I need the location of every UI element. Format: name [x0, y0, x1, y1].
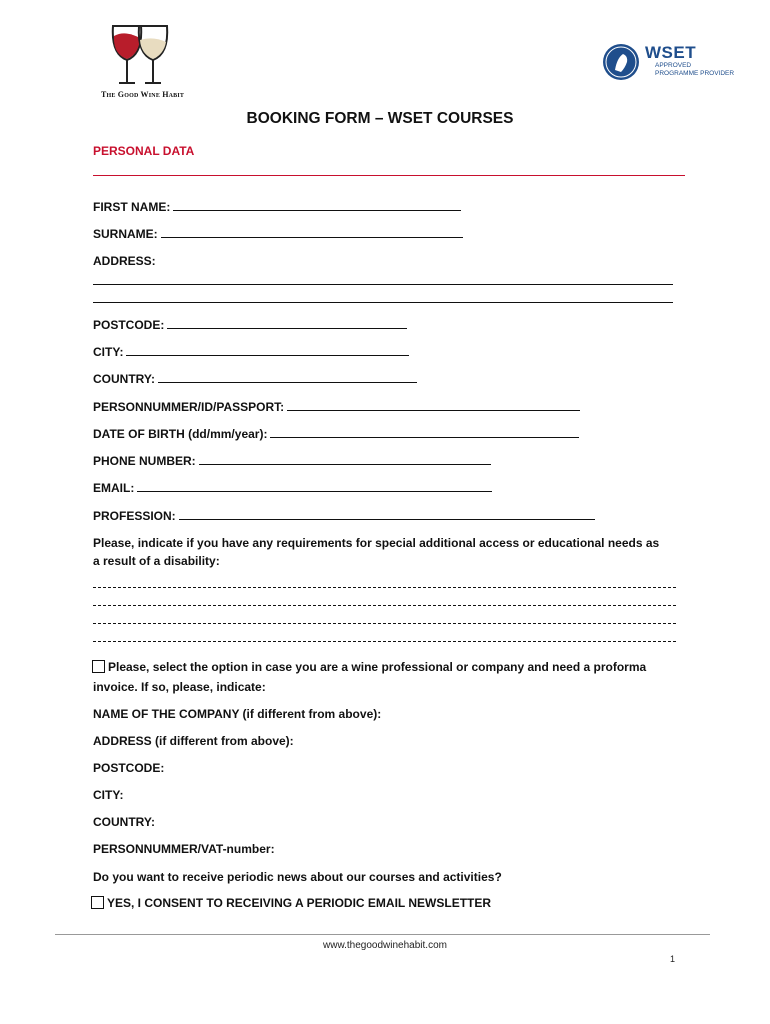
disability-text-line-2: a result of a disability:: [93, 554, 220, 568]
profession-field[interactable]: PROFESSION:: [93, 509, 595, 523]
address-line-2[interactable]: [93, 302, 673, 303]
newsletter-consent[interactable]: YES, I CONSENT TO RECEIVING A PERIODIC EMAIL NEWSLETTER: [91, 896, 491, 910]
company-checkbox[interactable]: [92, 660, 105, 673]
disability-answer-line-2[interactable]: [93, 605, 676, 606]
wine-glasses-icon: [95, 20, 195, 90]
wset-subtitle-2: PROGRAMME PROVIDER: [655, 70, 735, 77]
surname-field[interactable]: SURNAME:: [93, 227, 463, 241]
id-passport-field[interactable]: PERSONNUMMER/ID/PASSPORT:: [93, 400, 580, 414]
disability-text-line-1: Please, indicate if you have any requirements for special additional access or educational needs as: [93, 536, 660, 550]
country-field[interactable]: COUNTRY:: [93, 372, 417, 386]
wset-subtitle-1: APPROVED: [655, 62, 692, 69]
disability-answer-line-3[interactable]: [93, 623, 676, 624]
postcode-field[interactable]: POSTCODE:: [93, 318, 407, 332]
city-field[interactable]: CITY:: [93, 345, 409, 359]
page-title: BOOKING FORM – WSET COURSES: [246, 110, 514, 127]
wset-title: WSET: [645, 43, 697, 62]
address-line-1[interactable]: [93, 284, 673, 285]
footer-divider: [55, 934, 710, 935]
company-option-line-2: invoice. If so, please, indicate:: [93, 680, 266, 694]
disability-answer-line-4[interactable]: [93, 641, 676, 642]
company-city-field[interactable]: CITY:: [93, 788, 124, 802]
footer-url[interactable]: www.thegoodwinehabit.com: [323, 940, 447, 951]
brand-name: The Good Wine Habit: [101, 90, 185, 99]
company-postcode-field[interactable]: POSTCODE:: [93, 761, 165, 775]
company-option[interactable]: Please, select the option in case you are a wine professional or company and need a proforma: [92, 660, 646, 674]
first-name-field[interactable]: FIRST NAME:: [93, 200, 461, 214]
section-personal-data: PERSONAL DATA: [93, 144, 195, 158]
company-name-field[interactable]: NAME OF THE COMPANY (if different from above):: [93, 707, 382, 721]
company-country-field[interactable]: COUNTRY:: [93, 815, 155, 829]
phone-number-field[interactable]: PHONE NUMBER:: [93, 454, 491, 468]
section-divider: [93, 175, 685, 176]
disability-answer-line-1[interactable]: [93, 587, 676, 588]
address-label: ADDRESS:: [93, 254, 156, 268]
date-of-birth-field[interactable]: DATE OF BIRTH (dd/mm/year):: [93, 427, 579, 441]
wset-logo: [601, 42, 741, 82]
newsletter-question: Do you want to receive periodic news about our courses and activities?: [93, 870, 502, 884]
brand-logo: [95, 20, 195, 105]
email-field[interactable]: EMAIL:: [93, 481, 492, 495]
company-address-field[interactable]: ADDRESS (if different from above):: [93, 734, 294, 748]
wset-emblem-icon: [601, 42, 641, 82]
company-vat-field[interactable]: PERSONNUMMER/VAT-number:: [93, 842, 275, 856]
page-number: 1: [670, 954, 676, 964]
newsletter-checkbox[interactable]: [91, 896, 104, 909]
